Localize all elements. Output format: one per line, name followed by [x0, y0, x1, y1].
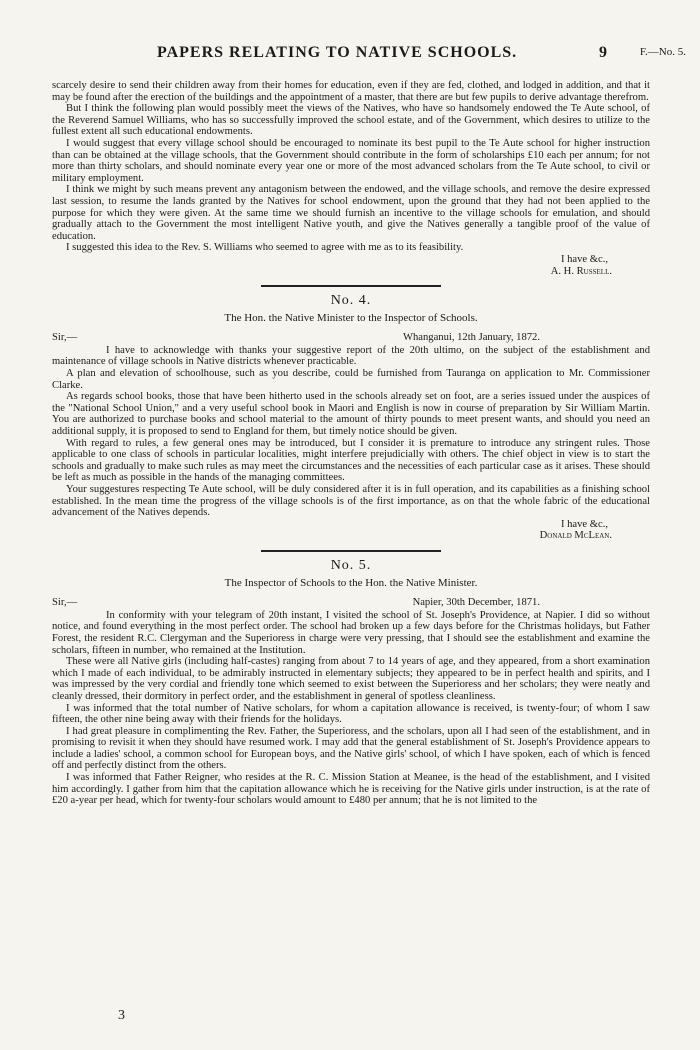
letter-paragraph: These were all Native girls (including half-castes) ranging from about 7 to 14 years of age, and they appeared, from a short examination which I made of each individual, to be admirably instructed in elementary subjects; they appeared to be in perfect health and spirits, and I was impressed by the very cordial and friendly tone which seemed to exist between the Superioress and her scholars; they were neatly and cleanly dressed, their dormitory in perfect order, and the establishment in general of spotless cleanliness.: [52, 656, 650, 702]
letter-paragraph: Your suggestures respecting Te Aute school, will be duly considered after it is in full operation, and its capabilities as a finishing school established. In the mean time the progress of the village schools is of the first importance, as on that the whole fabric of the educational advancement of the Natives depends.: [52, 484, 650, 519]
letter-paragraph: A plan and elevation of schoolhouse, such as you describe, could be furnished from Tauranga on application to Mr. Commissioner Clarke.: [52, 368, 650, 391]
salutation: Sir,—: [52, 597, 78, 609]
letter-paragraph: I have to acknowledge with thanks your suggestive report of the 20th ultimo, on the subject of the establishment and maintenance of village schools in Native districts whenever practicable.: [52, 344, 650, 368]
intro-paragraph: But I think the following plan would possibly meet the views of the Natives, who have so handsomely endowed the Te Aute school, of the Reverend Samuel Williams, who has so successfully improved the school estate, and of the Government, which desires to utilize to the fullest extent all such educational endowments.: [52, 103, 650, 138]
dateline: [52, 332, 650, 344]
letter-date: Whanganui, 12th January, 1872.: [403, 332, 540, 344]
letter-paragraph: With regard to rules, a few general ones may be introduced, but I consider it is premature to introduce any stringent rules. Those applicable to one class of schools in particular localities, might interfere prejudicially with others. The chief object in view is to start the schools and gradually to make such rules as may meet the circumstances and the necessities of each particular case as it arises. These should be left as much as possible in the hands of the managing committees.: [52, 437, 650, 484]
intro-paragraph: I would suggest that every village school should be encouraged to nominate its best pupil to the Te Aute school for higher instruction than can be obtained at the village schools, that the Government should contribute in the form of scholarships £10 each per annum; for not more than thirty scholars, and should nominate every year one or more of the most advanced scholars from the Te Aute school, to civil or military employment.: [52, 137, 650, 184]
signature: Donald McLean.: [539, 530, 612, 542]
section-rule: [261, 550, 441, 552]
closing-line: I have &c.,: [560, 253, 608, 265]
letter-paragraph: In conformity with your telegram of 20th instant, I visited the school of St. Joseph's Providence, at Napier. I did so without notice, and found everything in the most perfect order. The school had broken up a few days before for the Christmas holidays, but Father Forest, the resident R.C. Clergyman and the Superioress in charge were very pressing, that I should see the establishment and examine the scholars, fifteen in number, who remained at the Institution.: [52, 609, 650, 656]
header-title: PAPERS RELATING TO NATIVE SCHOOLS.: [157, 44, 518, 61]
letter-paragraph: I was informed that Father Reigner, who resides at the R. C. Mission Station at Meanee, is the head of the establishment, and I visited him accordingly. I gather from him that the capitation allowance which he is receiving for the Native girls under instruction, is at the rate of £20 a-year per head, which for twenty-four scholars would amount to £480 per annum; that he is not limited to the: [52, 772, 650, 807]
running-header: [52, 44, 686, 64]
intro-paragraph: I think we might by such means prevent any antagonism between the endowed, and the village schools, and remove the desire expressed last session, to resume the lands granted by the Natives for school endowment, upon the ground that they had not been applied to the purpose for which they were given. At the same time we should furnish an incentive to the village schools for emulation, and should gradually attach to the Government the most intelligent Native youth, and give the Natives generally a tangible proof of the value of education.: [52, 184, 650, 242]
signature-mark: 3: [118, 1008, 125, 1023]
signature: A. H. Russell.: [550, 265, 612, 277]
letter-paragraph: As regards school books, those that have been hitherto used in the schools already set on foot, are a series issued under the auspices of the "National School Union," and a very useful school book in Maori and English is now in course of preparation by Sir William Martin. You are authorized to purchase books and school material to the amount of thirty pounds to meet present wants, and should you need an additional supply, it is proposed to send to England for them, but timely notice should be given.: [52, 391, 650, 438]
letter-paragraph: I was informed that the total number of Native scholars, for whom a capitation allowance is received, is twenty-four; of whom I saw fifteen, the other nine being away with their friends for the holidays.: [52, 702, 650, 726]
intro-paragraph: scarcely desire to send their children away from their homes for education, even if they are fed, clothed, and lodged in addition, and that it may be found after the erection of the buildings and the appointment of a master, that there are but few pupils to derive advantage therefrom.: [52, 80, 650, 103]
letter-heading: The Hon. the Native Minister to the Inspector of Schools.: [224, 311, 478, 324]
letter-number: No. 4.: [330, 293, 372, 309]
closing-line: I have &c.,: [560, 518, 608, 530]
letter-number: No. 5.: [330, 557, 372, 573]
salutation: Sir,—: [52, 332, 78, 344]
page-body: [52, 80, 650, 807]
letter-date: Napier, 30th December, 1871.: [412, 597, 540, 609]
dateline: [52, 597, 650, 609]
letter-heading: The Inspector of Schools to the Hon. the Native Minister.: [224, 576, 478, 589]
letter-paragraph: I had great pleasure in complimenting the Rev. Father, the Superioress, and the scholars, upon all I had seen of the establishment, and in promising to revisit it when they should have resumed work. I may add that the general establishment of St. Joseph's Providence appears to include a ladies' school, a common school for European boys, and the Native girls' school, of which I have spoken, each of which is fenced off and perfectly distinct from the others.: [52, 725, 650, 772]
page-number: 9: [599, 44, 608, 61]
section-rule: [261, 285, 441, 287]
paper-reference: F.—No. 5.: [639, 46, 686, 58]
intro-paragraph: I suggested this idea to the Rev. S. Williams who seemed to agree with me as to its feasibility.: [66, 242, 464, 254]
